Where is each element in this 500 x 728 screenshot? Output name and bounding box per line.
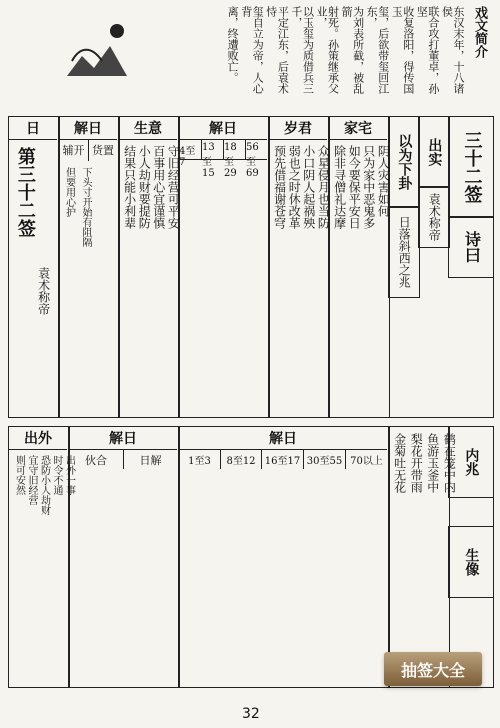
family-line: 阴人灾害如何 [376, 145, 391, 217]
age-range: 4至7 [179, 146, 196, 168]
page-number: 32 [242, 706, 260, 722]
trade-line: 百事用心宜谨慎 [151, 145, 166, 229]
story-line: 收复洛阳，得传国玉 [390, 6, 415, 94]
age-range: 30至55 [303, 449, 345, 469]
trade-title: 生意 [119, 117, 177, 140]
age-grid-upper [178, 116, 270, 418]
image-label: 生像 [448, 526, 494, 598]
family-line: 只为家中恶鬼多 [361, 145, 376, 229]
trade-section [118, 116, 180, 418]
story-line: 以玉玺为质借兵三千， [289, 6, 315, 94]
poem-label: 诗曰 [448, 216, 494, 278]
family-line: 除非寻僧礼达摩 [332, 145, 347, 229]
partner-label: 日解 [123, 449, 177, 469]
year-line: 小口阴人起祸殃 [301, 145, 316, 229]
landscape-illustration-icon [62, 16, 132, 86]
year-title: 岁君 [269, 117, 327, 140]
travel-line: 宜守旧经营 [26, 455, 37, 505]
banner-label: 戏文简介 [472, 6, 487, 58]
sign-title: 三十二签 [448, 116, 494, 218]
story-line: 平定江东，后袁术恃 [264, 6, 290, 94]
travel-line: 时令不通 [51, 455, 62, 495]
age-range: 56至69 [245, 139, 267, 159]
age-range: 16至17 [261, 449, 303, 469]
age-range: 8至12 [220, 449, 261, 469]
left-title [8, 116, 60, 418]
travel-line: 则可安然 [13, 455, 25, 495]
year-line: 弱也之时休改革 [287, 145, 302, 229]
family-section [328, 116, 390, 418]
trade-line: 小人劫财要提防 [137, 145, 152, 229]
travel-line: 出外一事 [63, 455, 75, 495]
story-line: 离，终遭败亡。 [226, 6, 240, 83]
watermark-badge: 抽签大全 [384, 652, 482, 686]
poem-line: 金菊吐无花 [392, 433, 407, 493]
grade-note: 日落斜西之兆 [388, 206, 420, 298]
goods-section [58, 116, 120, 418]
age-grid-lower [178, 426, 390, 688]
poem-line: 鱼游玉釜中 [425, 433, 440, 493]
outcome-label: 出实 [418, 116, 450, 188]
story-line: 射死。孙策继承父业， [314, 6, 340, 94]
banner [8, 6, 492, 106]
age-range: 1至3 [188, 456, 211, 467]
left-title-name: 袁术称帝 [36, 267, 51, 315]
year-line: 众星侵月也当防 [316, 145, 331, 229]
trade-line: 守旧经营可平安 [166, 145, 181, 229]
travel-title: 出外 [9, 427, 67, 450]
trade-line: 结果只能小利辈 [122, 145, 137, 229]
story-line: 东汉末年，十八诸侯 [440, 6, 465, 94]
partner-label: 伙合 [85, 454, 107, 467]
outcome-value: 袁术称帝 [418, 186, 450, 248]
poem-line: 梨花开带雨 [409, 433, 424, 493]
family-line: 如今要保平安日 [347, 145, 362, 229]
year-section [268, 116, 330, 418]
goods-title: 解日 [59, 117, 117, 140]
poem-box [388, 426, 457, 688]
story-line: 玺自立为帝，人心背 [239, 6, 265, 94]
travel-line: 恐防小人劫财 [38, 455, 50, 515]
left-title-sign: 第三十二签 [14, 147, 36, 237]
age-title-upper: 解日 [179, 117, 267, 140]
story-line: 联合攻打董卓，孙坚 [415, 6, 440, 94]
family-title: 家宅 [329, 117, 387, 140]
shop-line: 下头寸开始有阻隔 [80, 167, 91, 247]
goods-label: 辅开 [62, 144, 85, 157]
grade-label: 以为下卦 [388, 116, 420, 208]
partner-title: 解日 [69, 427, 177, 450]
travel-section [8, 426, 75, 688]
age-range: 13至15 [201, 139, 223, 159]
shop-line: 但要用心护 [63, 167, 75, 217]
page [8, 6, 492, 722]
story-line: 玺，后欲带玺回江东， [365, 6, 390, 94]
poem-line: 鹤在笼中内 [442, 433, 457, 493]
inner-label: 内兆 [448, 426, 494, 498]
goods-label: 货置 [88, 139, 117, 161]
left-title-day: 日 [9, 117, 57, 140]
year-line: 预先借福谢苍穹 [272, 145, 287, 229]
age-title-lower: 解日 [179, 427, 387, 450]
age-range: 18至29 [223, 139, 245, 159]
story-line: 为刘表所截，被乱箭 [340, 6, 365, 94]
partner-section [68, 426, 180, 688]
age-range: 70以上 [345, 449, 387, 469]
banner-story [227, 6, 464, 102]
